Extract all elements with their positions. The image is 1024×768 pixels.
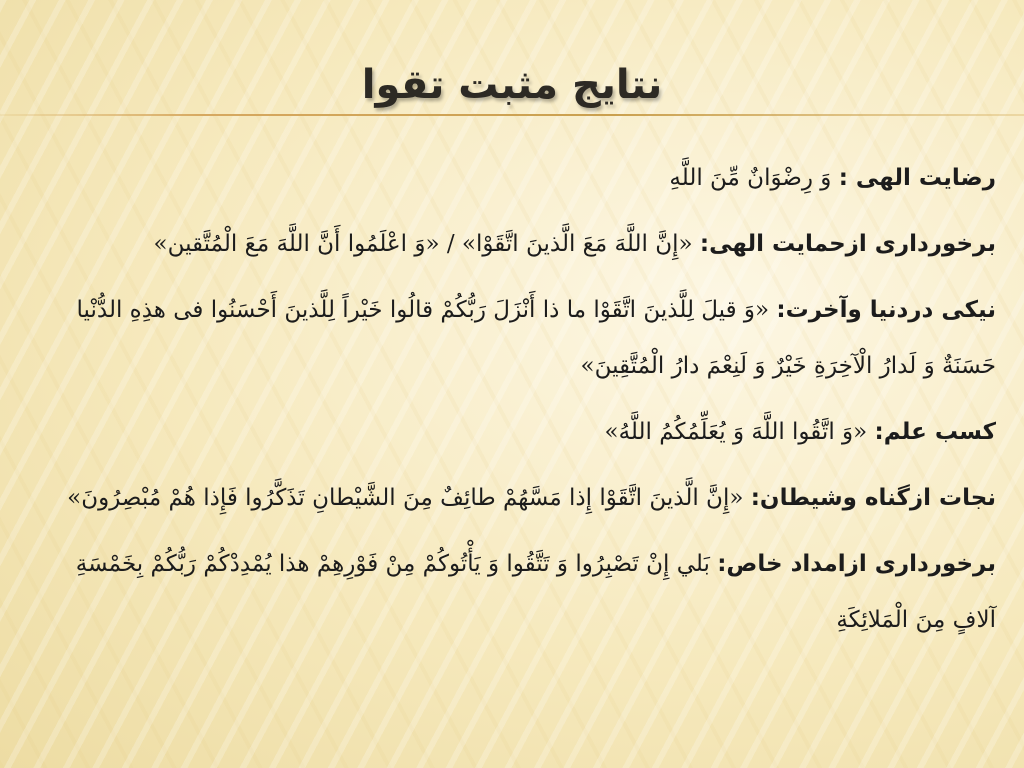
list-item-divine-pleasure	[28, 150, 996, 206]
item-verse: «إِنَّ اللَّهَ مَعَ الَّذينَ اتَّقَوْا» / «وَ اعْلَمُوا أَنَّ اللَّهَ مَعَ الْمُتَّقين»	[153, 231, 693, 257]
list-item-divine-support	[28, 216, 996, 272]
list-item-special-aid	[28, 536, 996, 648]
list-item-worldly-good	[28, 282, 996, 394]
list-item-salvation	[28, 470, 996, 526]
item-verse: وَ رِضْوَانٌ مِّنَ اللَّهِ	[669, 165, 832, 191]
item-verse: بَلي إِنْ تَصْبِرُوا وَ تَتَّقُوا وَ يَأْتُوكُمْ مِنْ فَوْرِهِمْ هذا يُمْدِدْكُمْ رَبُّكُمْ بِخَمْسَةِ آلافٍ مِنَ الْمَلائِكَةِ	[75, 551, 996, 633]
item-heading: کسب علم:	[874, 419, 996, 445]
item-verse: «وَ قيلَ لِلَّذينَ اتَّقَوْا ما ذا أَنْزَلَ رَبُّكُمْ قالُوا خَيْراً لِلَّذينَ أَحْسَنُوا فى هذِهِ الدُّنْيا حَسَنَةٌ وَ لَدارُ الْآخِرَةِ خَيْرٌ وَ لَنِعْمَ دارُ الْمُتَّقِينَ»	[76, 297, 996, 379]
item-verse: «إِنَّ الَّذينَ اتَّقَوْا إِذا مَسَّهُمْ طائِفٌ مِنَ الشَّيْطانِ تَذَكَّرُوا فَإِذا هُمْ مُبْصِرُونَ»	[67, 485, 744, 511]
title-divider	[0, 114, 1024, 116]
item-heading: برخورداری ازحمایت الهی:	[699, 231, 996, 257]
slide-body	[28, 150, 996, 658]
item-heading: نیکی دردنیا وآخرت:	[776, 297, 996, 323]
slide-title: نتایج مثبت تقوا	[361, 62, 663, 108]
item-heading: برخورداری ازامداد خاص:	[717, 551, 996, 577]
item-verse: «وَ اتَّقُوا اللَّهَ وَ يُعَلِّمُكُمُ اللَّهُ»	[604, 419, 868, 445]
list-item-knowledge	[28, 404, 996, 460]
item-heading: رضایت الهی :	[838, 165, 996, 191]
item-heading: نجات ازگناه وشیطان:	[750, 485, 996, 511]
